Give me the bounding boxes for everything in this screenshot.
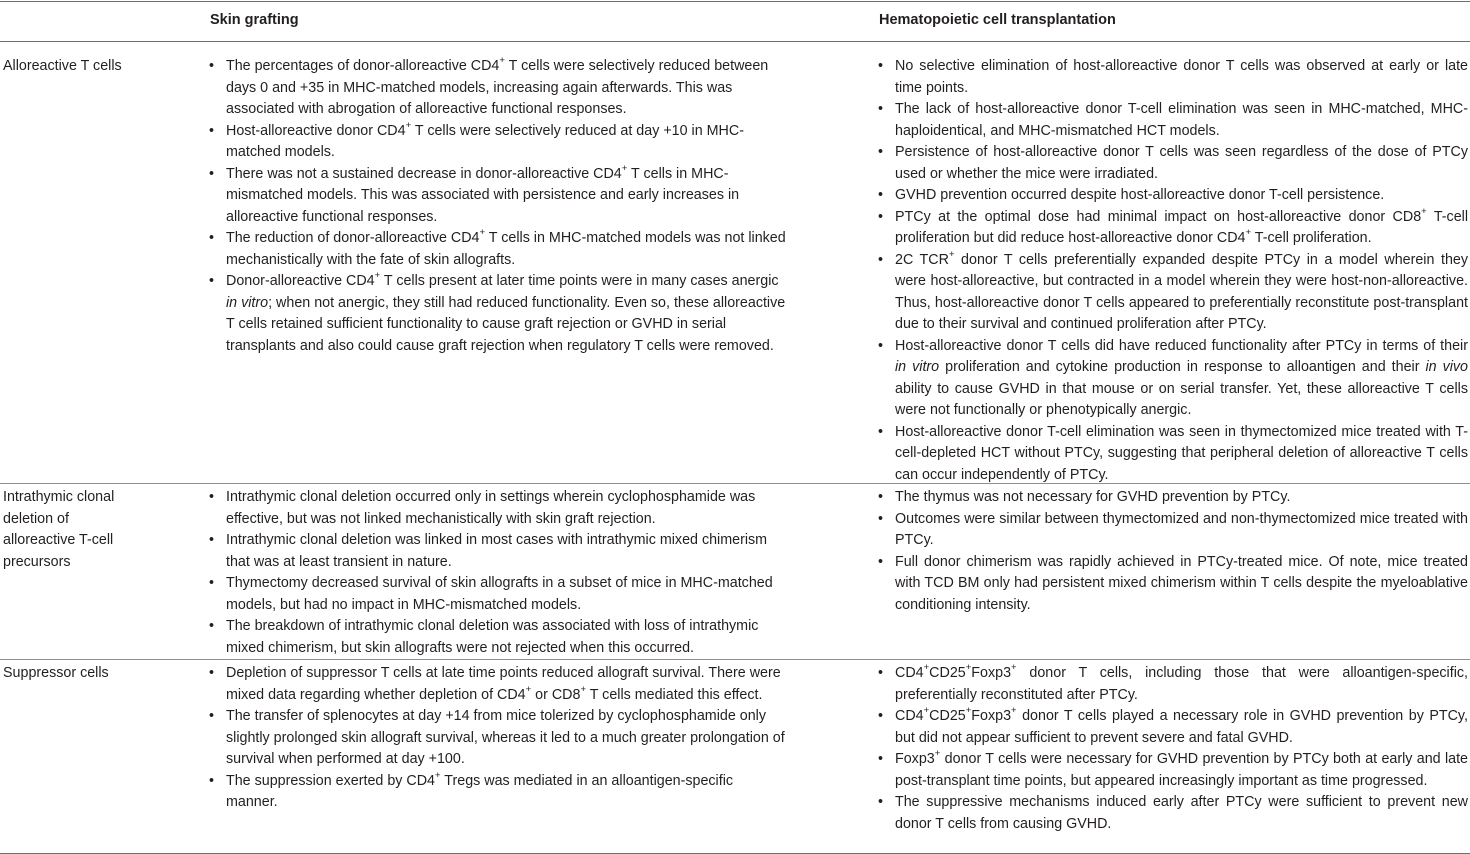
bullet-item: • The reduction of donor-alloreactive CD4+ T cells in MHC-matched models was not linked mechanistically with the fate of skin allografts. (207, 228, 787, 271)
skin-grafting-list-suppressor (207, 663, 787, 814)
bullet-item: • Outcomes were similar between thymectomized and non-thymectomized mice treated with PTCy. (876, 509, 1468, 552)
header-rule (0, 41, 1470, 42)
bullet-item: • Intrathymic clonal deletion occurred only in settings wherein cyclophosphamide was effective, but was not linked mechanistically with skin graft rejection. (207, 487, 787, 530)
bullet-item: • Persistence of host-alloreactive donor T cells was seen regardless of the dose of PTCy used or whether the mice were irradiated. (876, 142, 1468, 185)
bullet-item: • Host-alloreactive donor T cells did have reduced functionality after PTCy in terms of their in vitro proliferation and cytokine production in response to alloantigen and their in vivo ability to cause GVHD in that mouse or on serial transfer. Yet, these alloreactive T cells were not functionally or phenotypically anergic. (876, 336, 1468, 422)
bullet-item: • The suppressive mechanisms induced early after PTCy were sufficient to prevent new donor T cells from causing GVHD. (876, 792, 1468, 835)
bullet-item: • There was not a sustained decrease in donor-alloreactive CD4+ T cells in MHC-mismatched models. This was associated with persistence and early increases in alloreactive functional responses. (207, 164, 787, 229)
skin-grafting-list-intrathymic (207, 487, 787, 659)
bullet-item: • The percentages of donor-alloreactive CD4+ T cells were selectively reduced between days 0 and +35 in MHC-matched models, increasing again afterwards. This was associated with abrogation of alloreactive functional responses. (207, 56, 787, 121)
bullet-item: • The lack of host-alloreactive donor T-cell elimination was seen in MHC-matched, MHC-haploidentical, and MHC-mismatched HCT models. (876, 99, 1468, 142)
table-top-rule (0, 1, 1470, 2)
bullet-item: • Full donor chimerism was rapidly achieved in PTCy-treated mice. Of note, mice treated with TCD BM only had persistent mixed chimerism within T cells despite the myeloablative conditioning intensity. (876, 552, 1468, 617)
bullet-item: • Intrathymic clonal deletion was linked in most cases with intrathymic mixed chimerism that was at least transient in nature. (207, 530, 787, 573)
header-skin-grafting: Skin grafting (210, 12, 299, 28)
hct-list-alloreactive (876, 56, 1468, 486)
hct-list-suppressor (876, 663, 1468, 835)
bullet-item: • The transfer of splenocytes at day +14 from mice tolerized by cyclophosphamide only slightly prolonged skin allograft survival, whereas it led to a much greater prolongation of survival when performed at day +100. (207, 706, 787, 771)
bullet-item: • Host-alloreactive donor T-cell elimination was seen in thymectomized mice treated with T-cell-depleted HCT without PTCy, suggesting that peripheral deletion of alloreactive T cells can occur independently of PTCy. (876, 422, 1468, 487)
bullet-item: • No selective elimination of host-alloreactive donor T cells was observed at early or late time points. (876, 56, 1468, 99)
hct-list-intrathymic (876, 487, 1468, 616)
bullet-item: • Depletion of suppressor T cells at late time points reduced allograft survival. There were mixed data regarding whether depletion of CD4+ or CD8+ T cells mediated this effect. (207, 663, 787, 706)
bullet-item: • Donor-alloreactive CD4+ T cells present at later time points were in many cases anergic in vitro; when not anergic, they still had reduced functionality. Even so, these alloreactive T cells retained sufficient functionality to cause graft rejection or GVHD in serial transplants and also could cause graft rejection when regulatory T cells were removed. (207, 271, 787, 357)
row-label-suppressor-cells: Suppressor cells (3, 665, 109, 681)
bullet-item: • 2C TCR+ donor T cells preferentially expanded despite PTCy in a model wherein they were host-alloreactive, but contracted in a model wherein they were host-non-alloreactive. Thus, host-alloreactive donor T cells appeared to preferentially reconstitute post-transplant due to their survival and continued proliferation after PTCy. (876, 250, 1468, 336)
bullet-item: • CD4+CD25+Foxp3+ donor T cells, including those that were alloantigen-specific, preferentially reconstituted after PTCy. (876, 663, 1468, 706)
row-divider (0, 659, 1470, 660)
skin-grafting-list-alloreactive (207, 56, 787, 357)
row-label-alloreactive-t-cells: Alloreactive T cells (3, 58, 122, 74)
bullet-item: • Foxp3+ donor T cells were necessary for GVHD prevention by PTCy both at early and late post-transplant time points, but appeared increasingly important as time progressed. (876, 749, 1468, 792)
bullet-item: • Thymectomy decreased survival of skin allografts in a subset of mice in MHC-matched models, but had no impact in MHC-mismatched models. (207, 573, 787, 616)
header-hematopoietic-cell-transplantation: Hematopoietic cell transplantation (879, 12, 1116, 28)
bullet-item: • PTCy at the optimal dose had minimal impact on host-alloreactive donor CD8+ T-cell proliferation but did reduce host-alloreactive donor CD4+ T-cell proliferation. (876, 207, 1468, 250)
row-divider (0, 483, 1470, 484)
bullet-item: • GVHD prevention occurred despite host-alloreactive donor T-cell persistence. (876, 185, 1468, 207)
row-label-intrathymic-clonal-deletion: Intrathymic clonal deletion of alloreactive T-cell precursors (3, 489, 115, 570)
bullet-item: • Host-alloreactive donor CD4+ T cells were selectively reduced at day +10 in MHC-matched models. (207, 121, 787, 164)
bullet-item: • The thymus was not necessary for GVHD prevention by PTCy. (876, 487, 1468, 509)
bullet-item: • CD4+CD25+Foxp3+ donor T cells played a necessary role in GVHD prevention by PTCy, but did not appear sufficient to prevent severe and fatal GVHD. (876, 706, 1468, 749)
bullet-item: • The suppression exerted by CD4+ Tregs was mediated in an alloantigen-specific manner. (207, 771, 787, 814)
bullet-item: • The breakdown of intrathymic clonal deletion was associated with loss of intrathymic mixed chimerism, but skin allografts were not rejected when this occurred. (207, 616, 787, 659)
